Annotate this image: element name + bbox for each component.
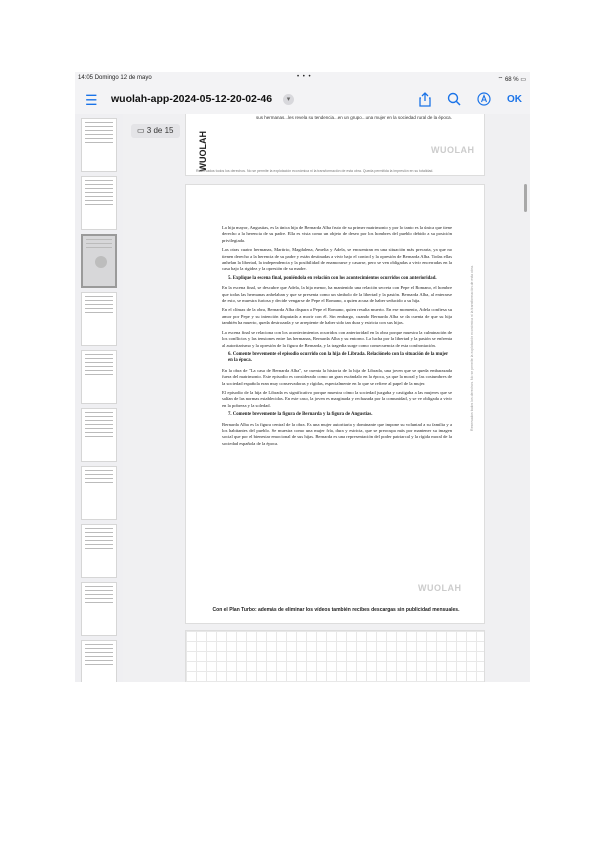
page-footer: Reservados todos los derechos. No se permite la explotación económica ni la transformación de esta obra. Queda permitida la impresión en su totalidad. xyxy=(196,169,434,173)
page-thumbnail[interactable] xyxy=(81,582,117,636)
list-icon[interactable]: ☰ xyxy=(85,92,98,108)
page-indicator: ▭ 3 de 15 xyxy=(131,124,180,138)
thumbnail-sidebar[interactable] xyxy=(75,114,123,682)
page-thumbnail[interactable] xyxy=(81,176,117,230)
page-thumbnail[interactable] xyxy=(81,292,117,346)
document-title[interactable]: wuolah-app-2024-05-12-20-02-46 xyxy=(111,93,273,105)
side-copyright: Reservados todos los derechos. No se permite la explotación económica ni la transformación de esta obra. xyxy=(470,265,474,431)
scrollbar[interactable] xyxy=(524,184,527,212)
page-thumbnail[interactable] xyxy=(81,524,117,578)
paragraph: En el clímax de la obra, Bernarda Alba dispara a Pepe el Romano, quien resulta muerto. En ese momento, Adela confiesa su amor por Pepe y su intención disputada a morir con él. Sin embargo, cuando Bernarda Alba se da cuenta de que su hija también ha muerto, queda destrozada y se arrepiente de haber sido tan dura y estricta con sus hijas. xyxy=(222,307,452,326)
status-time: 14:05 Domingo 12 de mayo xyxy=(78,75,152,81)
paragraph: En la obra de "La casa de Bernarda Alba", se cuenta la historia de la hija de Librada, una joven que se queda embarazada fuera del matrimonio. Este episodio es considerado como un gran escándalo en la época, ya que la moral y las costumbres de la sociedad española eran muy conservadoras y rígidas, especialmente en lo que se refiere al papel de la mujer. xyxy=(222,367,452,386)
ipad-screen xyxy=(75,72,530,682)
promo-banner[interactable]: Con el Plan Turbo: además de eliminar los vídeos también recibes descargas sin publicidad mensuales. xyxy=(212,607,460,613)
share-icon[interactable] xyxy=(419,92,431,108)
page-thumbnail[interactable] xyxy=(81,640,117,682)
paragraph: Bernarda Alba es la figura central de la obra. Es una mujer autoritaria y dominante que impone su voluntad a su familia y a los habitantes del pueblo. Se muestra como una mujer fría, dura y estricta, que se preocupa más por mantener su imagen social que por el bienestar emocional de sus hijas. Bernarda es una representación del poder patriarcal y la rígida moral de la sociedad española de la época. xyxy=(222,421,452,446)
battery-icon: ▭ xyxy=(520,77,526,83)
multitask-dots-icon[interactable]: • • • xyxy=(297,74,312,80)
ok-button[interactable]: OK xyxy=(507,94,522,105)
paragraph: La hija mayor, Angustias, es la única hija de Bernarda Alba fruto de su primer matrimonio y por lo tanto es la única que tiene derecho a la herencia de su padre. Ella es vista como un objeto de deseo por los hombres del pueblo debido a su posición privilegiada. xyxy=(222,225,452,243)
side-logo: WUOLAH xyxy=(198,131,208,172)
wuolah-logo: WUOLAH xyxy=(431,145,475,155)
current-page[interactable] xyxy=(185,184,485,624)
page-thumbnail[interactable] xyxy=(81,118,117,172)
previous-page-text: sus hermanas...les revela su tendencia...en un grupo...una mujer en la sociedad rural de la época. xyxy=(256,115,452,120)
status-bar xyxy=(75,72,530,86)
page-body xyxy=(222,225,452,450)
question-heading: 6. Comente brevemente el episodio ocurrido con la hija de Librada. Relaciónelo con la situación de la mujer en la época. xyxy=(228,351,449,364)
previous-page[interactable] xyxy=(185,114,485,176)
wuolah-logo: WUOLAH xyxy=(418,583,462,593)
paragraph: El episodio de la hija de Librada es significativo porque muestra cómo la sociedad juzgaba y castigaba a las mujeres que se salían de las normas establecidas. En este caso, la joven es marginada y rechazada por la comunidad, y se ve obligada a vivir en la pobreza y la soledad. xyxy=(222,389,452,408)
status-right: ⌔ 68 % ▭ xyxy=(497,77,526,83)
page-thumbnail-selected[interactable] xyxy=(81,234,117,288)
page-icon: ▭ xyxy=(137,126,145,135)
paragraph: La escena final se relaciona con los acontecimientos ocurridos con anterioridad en la obra porque muestra la culminación de los conflictos y las tensiones entre las hermanas, Bernarda Alba y su entorno. La lucha por la libertad y la pasión se enfrenta al autoritarismo y la opresión de la figura de Bernarda, y la tragedia surge como consecuencia de esta confrontación. xyxy=(222,329,452,348)
question-heading: 7. Comente brevemente la figura de Bernarda y la figura de Angustias. xyxy=(228,412,373,418)
next-page[interactable] xyxy=(185,630,485,682)
question-heading: 5. Explique la escena final, poniéndola en relación con los acontecimientos ocurridos con anterioridad. xyxy=(228,275,437,281)
chevron-down-icon[interactable]: ▾ xyxy=(283,94,294,105)
page-thumbnail[interactable] xyxy=(81,350,117,404)
paragraph: En la escena final, se descubre que Adela, la hija menor, ha mantenido una relación secreta con Pepe el Romano, el hombre que todas las hermanas anhelaban y que se presenta como un símbolo de la libertad y la pasión. Bernarda Alba, al enterarse de esto, se muestra furiosa y decide vengarse de Pepe el Romano, a quien acusa de haber seducido a su hija. xyxy=(222,285,452,304)
nav-bar xyxy=(75,86,530,114)
page-thumbnail[interactable] xyxy=(81,408,117,462)
wifi-icon: ⌔ xyxy=(497,77,504,83)
page-thumbnail[interactable] xyxy=(81,466,117,520)
markup-icon[interactable] xyxy=(477,92,491,108)
document-viewer[interactable] xyxy=(123,114,530,682)
paragraph: Las otras cuatro hermanas, Martirio, Magdalena, Amelia y Adela, se encuentran en una situación más precaria, ya que no tienen derecho a la herencia de su padre y están destinadas a vivir bajo el control y la opresión de Bernarda Alba. Todas ellas anhelan la libertad, la independencia y la posibilidad de enamorarse y casarse, pero se ven obligadas a vivir encerradas en la casa bajo la rigidez y la opresión de su madre. xyxy=(222,247,452,272)
search-icon[interactable] xyxy=(447,92,461,108)
